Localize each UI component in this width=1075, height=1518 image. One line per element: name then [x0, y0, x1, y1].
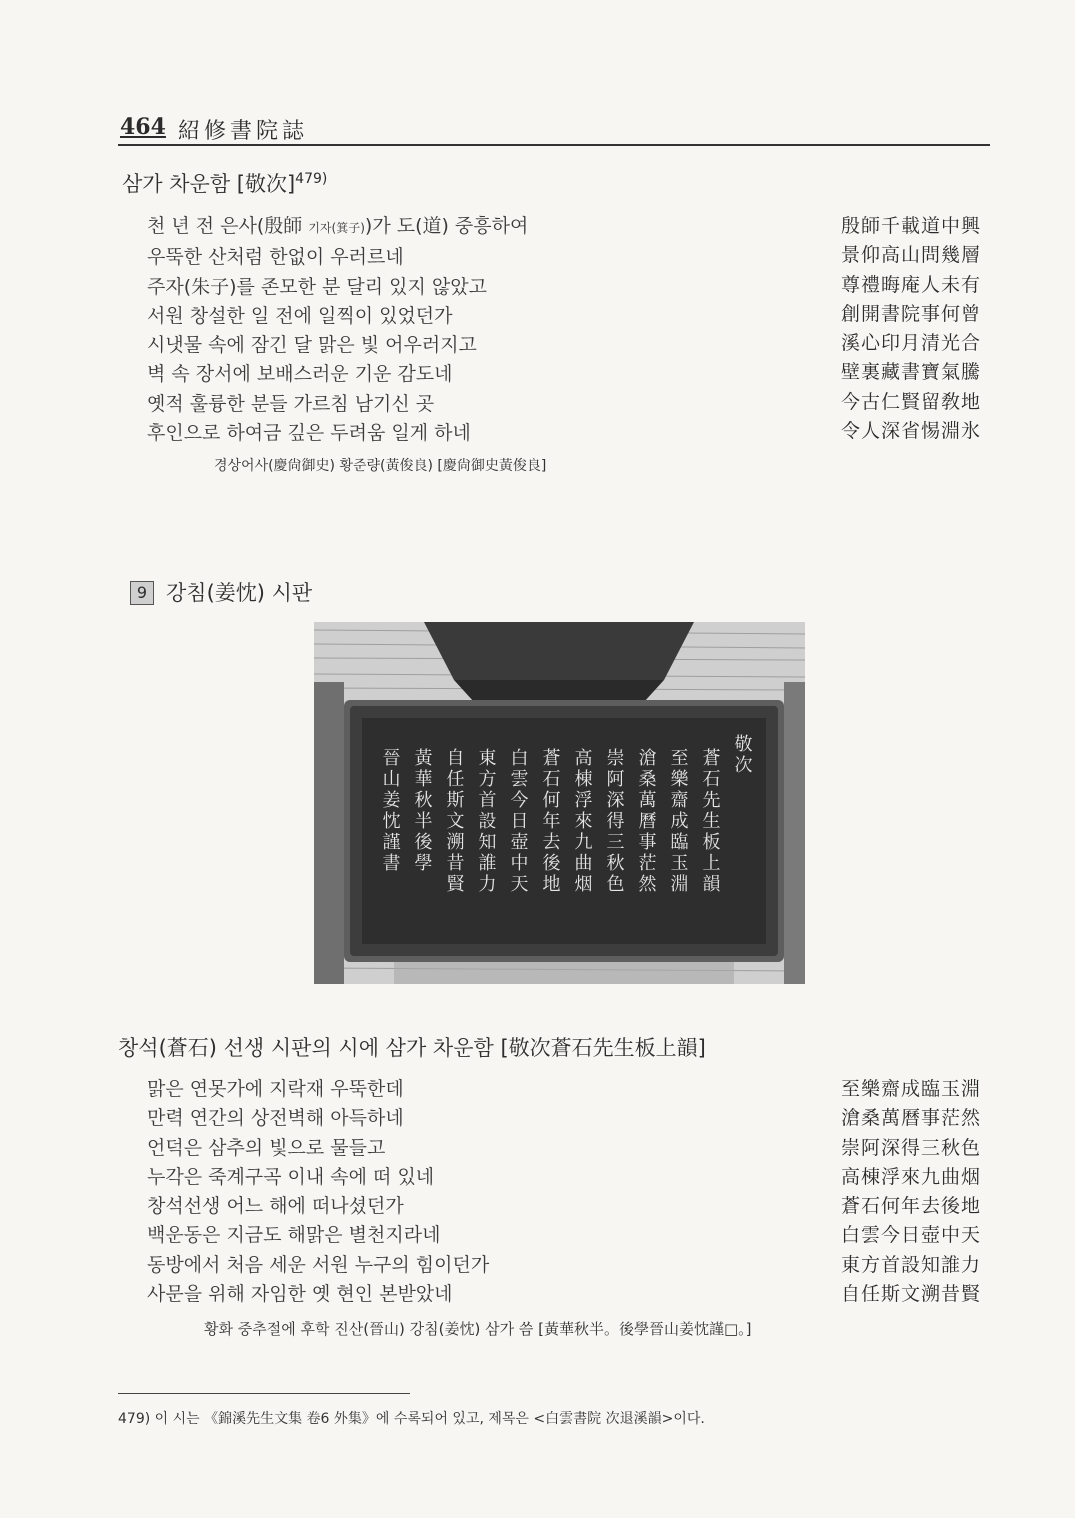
poem1-zh-line: 今古仁賢留敎地 [840, 390, 981, 413]
poem2-attribution: 황화 중추절에 후학 진산(晉山) 강침(姜忱) 삼가 씀 [黃華秋半。後學晉山姜忱謹□。] [204, 1320, 752, 1338]
poem2-zh-line: 蒼石何年去後地 [840, 1195, 981, 1218]
line-gloss: 기자(箕子) [308, 221, 365, 235]
poem1-zh-line: 令人深省惕淵氷 [840, 420, 981, 443]
poem1-zh-line: 創開書院事何曾 [840, 302, 981, 325]
poem2-zh-line: 崇阿深得三秋色 [840, 1136, 981, 1159]
poem1-zh-line: 景仰高山問幾層 [840, 244, 981, 267]
page-number: 464 [120, 114, 166, 140]
poem2-zh-line: 自任斯文溯昔賢 [840, 1283, 981, 1306]
footnote-divider [118, 1393, 410, 1394]
poem1-ko-line: 주자(朱子)를 존모한 분 달리 있지 않았고 [147, 275, 487, 298]
page-header [118, 110, 990, 146]
poem2-ko-line: 맑은 연못가에 지락재 우뚝한데 [147, 1078, 404, 1100]
footnote-ref: 479) [295, 171, 328, 187]
footnote: 479) 이 시는 《錦溪先生文集 卷6 外集》에 수록되어 있고, 제목은 <白雲書院 次退溪韻>이다. [118, 1411, 705, 1427]
line-text: 천 년 전 은사(殷師 [147, 215, 309, 237]
poem1-ko-line: 서원 창설한 일 전에 일찍이 있었던가 [147, 304, 453, 327]
section-title: 강침(姜忱) 시판 [166, 581, 313, 605]
poem1-zh-line: 殷師千載道中興 [840, 215, 981, 237]
poem2-zh-line: 滄桑萬曆事茫然 [840, 1107, 981, 1130]
signboard-column: 至樂齋成臨玉淵 [667, 748, 689, 895]
section-number: 9 [130, 581, 154, 605]
poem1-ko-line: 벽 속 장서에 보배스러운 기운 감도네 [147, 363, 453, 386]
poem1-korean [147, 212, 528, 448]
poem1-ko-line: 시냇물 속에 잠긴 달 맑은 빛 어우러지고 [147, 334, 477, 357]
poem1-ko-line [147, 212, 528, 243]
poem2-zh-line: 高棟浮來九曲烟 [840, 1165, 981, 1188]
poem2-ko-line: 사문을 위해 자임한 옛 현인 본받았네 [147, 1283, 453, 1306]
poem1-zh-line: 壁裏藏書寶氣騰 [840, 361, 981, 384]
signboard-column: 蒼石何年去後地 [539, 748, 561, 895]
book-title: 紹修書院誌 [178, 119, 309, 144]
poem2-zh-line: 東方首設知誰力 [840, 1253, 981, 1276]
poem1-chinese [841, 212, 981, 446]
poem1-title [122, 168, 327, 198]
signboard-column: 敬次 [731, 734, 753, 776]
signboard-column: 高棟浮來九曲烟 [571, 748, 593, 895]
poem2-ko-line: 창석선생 어느 해에 떠나셨던가 [147, 1195, 404, 1218]
poem1-zh-line: 溪心印月清光合 [840, 332, 981, 355]
poem2-ko-line: 누각은 죽계구곡 이내 속에 떠 있네 [147, 1165, 435, 1188]
poem1-ko-line: 우뚝한 산처럼 한없이 우러르네 [147, 246, 404, 269]
poem2-chinese [841, 1075, 981, 1309]
poem2-ko-line: 동방에서 처음 세운 서원 누구의 힘이던가 [147, 1253, 490, 1276]
poem2-ko-line: 언덕은 삼추의 빛으로 물들고 [147, 1136, 386, 1159]
poem2-korean [147, 1075, 489, 1309]
section-heading [130, 577, 312, 607]
signboard-column: 黃華秋半後學 [411, 748, 433, 874]
signboard-photo [314, 622, 805, 984]
signboard-column: 晉山姜忱謹書 [379, 748, 401, 874]
poem2-ko-line: 만력 연간의 상전벽해 아득하네 [147, 1107, 404, 1130]
signboard-column: 崇阿深得三秋色 [603, 748, 625, 895]
signboard-column: 滄桑萬曆事茫然 [635, 748, 657, 895]
signboard-column: 東方首設知誰力 [475, 748, 497, 895]
poem1-ko-line: 옛적 훌륭한 분들 가르침 남기신 곳 [147, 392, 435, 415]
signboard-column: 自任斯文溯昔賢 [443, 748, 465, 895]
poem1-attribution: 경상어사(慶尙御史) 황준량(黃俊良) [慶尙御史黃俊良] [214, 458, 547, 474]
poem2-ko-line: 백운동은 지금도 해맑은 별천지라네 [147, 1224, 441, 1247]
poem1-zh-line: 尊禮晦庵人未有 [840, 273, 981, 296]
signboard-column: 白雲今日壺中天 [507, 748, 529, 895]
poem2-title: 창석(蒼石) 선생 시판의 시에 삼가 차운함 [敬次蒼石先生板上韻] [118, 1036, 706, 1060]
poem2-zh-line: 白雲今日壺中天 [840, 1224, 981, 1247]
poem1-title-text: 삼가 차운함 [敬次] [122, 172, 296, 196]
poem2-zh-line: 至樂齋成臨玉淵 [840, 1078, 981, 1100]
line-text: )가 도(道) 중흥하여 [364, 215, 529, 237]
signboard-column: 蒼石先生板上韻 [699, 748, 721, 895]
poem1-ko-line: 후인으로 하여금 깊은 두려움 일게 하네 [147, 422, 471, 445]
